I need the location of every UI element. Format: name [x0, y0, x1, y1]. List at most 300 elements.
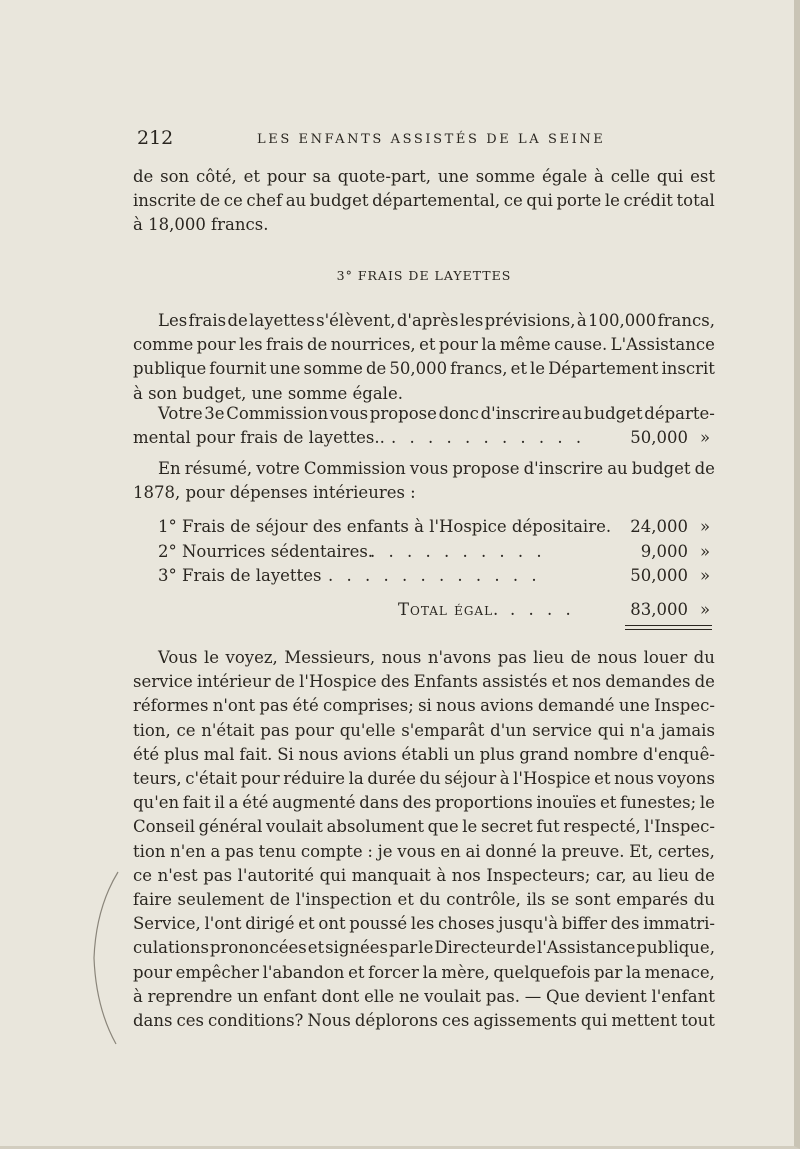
word: nous	[381, 648, 422, 667]
word: réformes	[133, 696, 209, 716]
word: tout	[681, 1011, 715, 1030]
layettes-amount-line	[133, 426, 715, 450]
word: 50,000	[389, 359, 448, 379]
word: signées	[325, 938, 389, 958]
word: ce	[133, 865, 153, 885]
text-line	[133, 791, 715, 815]
word: dans	[133, 1011, 173, 1030]
text-line	[133, 961, 715, 985]
word: immatri-	[643, 914, 715, 934]
word: voulait	[266, 817, 323, 837]
word: faire	[133, 890, 172, 909]
word: une	[269, 359, 301, 379]
word: nombre	[573, 744, 639, 764]
word: inscrite	[133, 191, 197, 211]
word: et	[551, 672, 568, 692]
word: Que	[546, 986, 580, 1006]
word: d'inscrire	[480, 404, 561, 423]
word: sa	[312, 167, 331, 186]
word: frais	[265, 335, 304, 355]
text-line	[133, 912, 715, 936]
word: teurs,	[133, 769, 182, 788]
word: francs,	[657, 311, 715, 330]
text-line	[133, 815, 715, 839]
word: se	[551, 890, 570, 909]
word: comme	[133, 335, 194, 355]
row-label: 2° Nourrices sédentaires.	[158, 542, 374, 561]
word: compte	[300, 841, 363, 861]
word: et	[397, 890, 414, 909]
word: pour	[266, 167, 306, 186]
word: et	[419, 335, 436, 355]
word: nourrices,	[330, 335, 416, 355]
word: donné	[485, 841, 537, 861]
word: la	[541, 841, 557, 861]
text-line	[133, 333, 715, 357]
text-line	[133, 165, 715, 189]
word: de	[274, 672, 296, 692]
text-line	[133, 767, 715, 791]
word: qui	[597, 720, 625, 740]
word: pour	[294, 720, 334, 740]
word: Conseil	[133, 817, 195, 837]
word: pas	[497, 648, 527, 667]
word: 1878, pour dépenses intérieures :	[133, 483, 416, 503]
text-line	[158, 309, 715, 333]
word: résumé,	[184, 459, 253, 478]
word: proportions	[434, 793, 533, 813]
word: crédit	[623, 191, 673, 211]
word: et	[600, 793, 617, 813]
word: secret	[480, 817, 533, 837]
word: voyons	[657, 769, 715, 788]
word: nos	[451, 865, 481, 885]
total-label: Total égal.	[398, 600, 500, 619]
word: des	[610, 914, 640, 934]
layettes-line-amount: 50,000	[630, 428, 688, 447]
word: propose	[369, 404, 437, 423]
word: les	[410, 914, 435, 934]
word: qui	[319, 865, 347, 885]
word: du	[693, 648, 715, 667]
word: de	[227, 311, 248, 330]
word: culations	[133, 938, 209, 958]
word: biffer	[561, 914, 607, 934]
word: n'a	[629, 720, 655, 740]
word: à	[594, 167, 604, 186]
word: départe-	[644, 404, 715, 423]
text-line	[133, 670, 715, 694]
word: funestes;	[620, 793, 697, 813]
word: seulement	[177, 890, 265, 909]
word: du	[693, 890, 715, 909]
word: ne	[398, 986, 420, 1006]
word: d'un	[490, 720, 527, 740]
word: le	[530, 359, 546, 379]
word: de	[694, 672, 715, 692]
word: pas	[260, 720, 290, 740]
text-line	[158, 402, 715, 426]
word: Si	[277, 744, 294, 764]
word: le	[604, 191, 620, 211]
word: prononcées	[209, 938, 307, 958]
word: En	[158, 459, 181, 478]
word: Commission	[303, 459, 406, 478]
word: pas.	[485, 986, 520, 1006]
word: forcer	[368, 962, 419, 982]
word: agissements	[473, 1011, 577, 1030]
word: elle	[364, 986, 395, 1006]
word: jusqu'à	[498, 914, 559, 934]
word: mère,	[441, 962, 490, 982]
word: devient	[584, 986, 647, 1006]
text-line	[133, 840, 715, 864]
word: dont	[321, 986, 360, 1006]
text-line	[133, 743, 715, 767]
table-row	[158, 540, 715, 564]
word: ce	[503, 191, 523, 211]
word: ont	[318, 914, 346, 934]
word: Nous	[307, 1011, 351, 1030]
word: prévisions,	[484, 311, 576, 330]
word: inouïes	[536, 793, 597, 813]
layettes-line-unit: »	[700, 428, 711, 447]
word: Les	[158, 311, 188, 330]
word: plus	[163, 744, 199, 764]
word: s'élèvent,	[316, 311, 396, 330]
text-line	[133, 719, 715, 743]
word: à	[576, 311, 587, 330]
word: qu'en	[133, 793, 180, 813]
word: quelquefois	[493, 962, 591, 982]
word: au	[285, 191, 307, 211]
word: comprises;	[323, 696, 414, 716]
text-line	[133, 936, 715, 960]
word: ces	[176, 1011, 204, 1030]
word: tenu	[258, 841, 297, 861]
leader-dots: . . . . . . . . . . . .	[328, 566, 541, 585]
word: de	[199, 191, 221, 211]
word: manquait	[351, 865, 431, 885]
word: emparés	[616, 890, 689, 909]
word: l'Inspec-	[644, 817, 715, 837]
word: pour	[438, 335, 478, 355]
row-label: 1° Frais de séjour des enfants à l'Hospice dépositaire.	[158, 517, 612, 536]
word: même	[499, 335, 551, 355]
word: fournit	[209, 359, 267, 379]
word: de	[306, 335, 328, 355]
word: pour	[240, 769, 280, 788]
word: jamais	[660, 720, 715, 740]
word: qui	[580, 1011, 608, 1030]
word: à	[499, 769, 510, 788]
word: lieu	[658, 865, 690, 885]
word: établi	[401, 744, 449, 764]
row-unit: »	[700, 566, 711, 585]
word: dans	[359, 793, 399, 813]
word: propose	[452, 459, 520, 478]
word: certes,	[657, 841, 715, 861]
word: nous	[597, 648, 638, 667]
word: général	[198, 817, 263, 837]
word: qui	[656, 167, 684, 186]
word: vous	[329, 404, 369, 423]
word: Inspec-	[654, 696, 715, 716]
word: plus	[479, 744, 515, 764]
word: de	[269, 890, 290, 909]
pencil-margin-bracket	[88, 868, 128, 1048]
word: est	[690, 167, 715, 186]
total-unit: »	[700, 600, 711, 619]
word: la	[625, 962, 642, 982]
word: pas	[259, 696, 289, 716]
word: une	[618, 696, 650, 716]
word: n'était	[201, 720, 255, 740]
table-row	[158, 564, 715, 588]
word: l'abandon	[262, 962, 345, 982]
total-rule-bottom	[625, 629, 712, 630]
word: empêcher	[175, 962, 259, 982]
word: s'emparât	[401, 720, 485, 740]
word: mettent	[611, 1011, 678, 1030]
word: nous	[298, 744, 339, 764]
word: Département	[548, 359, 659, 379]
word: budget	[309, 191, 369, 211]
word: du	[419, 890, 441, 909]
word: une	[437, 167, 469, 186]
word: je	[377, 841, 393, 861]
word: voulait	[424, 986, 482, 1006]
word: poussé	[349, 914, 408, 934]
word: c'était	[185, 769, 238, 788]
word: avions	[480, 696, 534, 716]
row-unit: »	[700, 542, 711, 561]
word: par	[594, 962, 623, 982]
word: de	[133, 167, 154, 186]
word: le	[418, 938, 434, 958]
word: a	[228, 793, 239, 813]
text-line	[133, 481, 715, 505]
word: et	[243, 167, 261, 186]
word: preuve.	[561, 841, 625, 861]
word: été	[242, 793, 269, 813]
word: et	[594, 769, 611, 788]
word: 100,000	[588, 311, 657, 330]
word: en	[440, 841, 461, 861]
word: l'Hospice	[299, 672, 377, 692]
word: pour	[196, 335, 236, 355]
word: et	[298, 914, 315, 934]
word: à	[436, 865, 447, 885]
word: ce	[176, 720, 196, 740]
word: vous	[409, 459, 449, 478]
word: l'enfant	[651, 986, 715, 1006]
text-line	[133, 213, 715, 237]
word: ils	[526, 890, 546, 909]
word: la	[422, 962, 438, 982]
text-line	[133, 985, 715, 1009]
word: qu'elle	[339, 720, 396, 740]
word: et	[307, 938, 325, 958]
total-amount: 83,000	[630, 600, 688, 619]
word: au	[607, 459, 628, 478]
row-amount: 9,000	[640, 542, 688, 561]
word: fut	[536, 817, 560, 837]
word: demandes	[605, 672, 691, 692]
word: donc	[438, 404, 479, 423]
word: déplorons	[354, 1011, 438, 1030]
word: vous	[397, 841, 436, 861]
word: l'ont	[204, 914, 242, 934]
word: francs,	[450, 359, 508, 379]
word: grand	[519, 744, 569, 764]
leader-dots: . . . . . . . . . . .	[391, 428, 586, 447]
word: de	[694, 865, 715, 885]
word: à	[133, 986, 143, 1006]
word: nos	[572, 672, 602, 692]
word: été	[292, 696, 319, 716]
word: enfant	[263, 986, 317, 1006]
word: réduire	[283, 769, 346, 788]
word: l'Assistance	[536, 938, 636, 958]
word: augmenté	[272, 793, 356, 813]
word: publique	[133, 359, 207, 379]
word: inscrit	[661, 359, 715, 379]
word: voyez,	[225, 648, 278, 667]
word: et	[348, 962, 365, 982]
page-number: 212	[137, 127, 174, 149]
word: les	[239, 335, 263, 355]
running-title: LES ENFANTS ASSISTÉS DE LA SEINE	[257, 132, 606, 147]
word: la	[348, 769, 364, 788]
word: son	[160, 167, 190, 186]
word: un	[453, 744, 475, 764]
text-line	[133, 864, 715, 888]
word: le	[203, 648, 219, 667]
word: il	[214, 793, 225, 813]
word: ce	[223, 191, 243, 211]
word: que	[427, 817, 459, 837]
text-line	[133, 694, 715, 718]
word: nous	[614, 769, 654, 788]
word: quote-part,	[337, 167, 432, 186]
word: été	[133, 744, 160, 764]
word: Commission	[226, 404, 329, 423]
word: pas	[203, 865, 233, 885]
total-row	[158, 598, 715, 622]
word: durée	[367, 769, 416, 788]
word: total	[676, 191, 715, 211]
word: de	[365, 359, 387, 379]
word: Vous	[158, 648, 198, 667]
word: de	[515, 938, 536, 958]
word: au	[561, 404, 583, 423]
word: lieu	[533, 648, 565, 667]
word: nous	[436, 696, 476, 716]
row-amount: 50,000	[630, 566, 688, 585]
word: respecté,	[563, 817, 641, 837]
word: votre	[256, 459, 300, 478]
word: des	[380, 672, 410, 692]
word: menace,	[644, 962, 715, 982]
word: Inspecteurs;	[486, 865, 591, 885]
word: à 18,000 francs.	[133, 215, 269, 235]
text-line	[133, 888, 715, 912]
word: départemental,	[372, 191, 501, 211]
word: budget	[583, 404, 643, 423]
word: si	[418, 696, 432, 716]
section-title: 3° FRAIS DE LAYETTES	[336, 268, 512, 283]
word: le	[699, 793, 715, 813]
word: n'avons	[427, 648, 492, 667]
word: d'après	[396, 311, 459, 330]
word: louer	[643, 648, 688, 667]
row-amount: 24,000	[630, 517, 688, 536]
word: porte	[556, 191, 602, 211]
word: a	[210, 841, 221, 861]
text-line	[158, 457, 715, 481]
word: n'est	[157, 865, 198, 885]
word: Et,	[629, 841, 654, 861]
word: n'ont	[212, 696, 256, 716]
word: la	[481, 335, 497, 355]
word: 3e	[204, 404, 225, 423]
word: service	[133, 672, 193, 692]
word: intérieur	[196, 672, 271, 692]
word: absolument	[326, 817, 424, 837]
word: tion,	[133, 720, 171, 740]
word: Messieurs,	[284, 648, 376, 667]
word: publique,	[636, 938, 715, 958]
word: l'autorité	[237, 865, 315, 885]
word: tion	[133, 841, 166, 861]
word: les	[459, 311, 484, 330]
text-line	[133, 1009, 715, 1033]
word: Enfants	[413, 672, 478, 692]
word: avions	[343, 744, 397, 764]
word: n'en	[170, 841, 206, 861]
word: mal	[203, 744, 235, 764]
word: sont	[574, 890, 611, 909]
word: pour	[133, 962, 173, 982]
leader-dots: . . . . . . . . . .	[370, 542, 546, 561]
word: Votre	[158, 404, 203, 423]
word: somme	[303, 359, 363, 379]
word: demandé	[537, 696, 615, 716]
word: fait	[182, 793, 211, 813]
word: des	[402, 793, 432, 813]
text-line	[158, 646, 715, 670]
word: qui	[526, 191, 553, 211]
word: car,	[596, 865, 627, 885]
word: reprendre	[147, 986, 233, 1006]
word: au	[632, 865, 653, 885]
word: frais	[188, 311, 227, 330]
word: contrôle,	[446, 890, 521, 909]
word: chef	[246, 191, 283, 211]
word: budget	[631, 459, 691, 478]
word: celle	[610, 167, 651, 186]
word: assistés	[482, 672, 548, 692]
total-rule-top	[625, 625, 712, 626]
row-label: 3° Frais de layettes	[158, 566, 322, 585]
word: d'inscrire	[523, 459, 604, 478]
text-line	[133, 189, 715, 213]
word: du	[419, 769, 441, 788]
word: l'inspection	[295, 890, 392, 909]
word: l'Hospice	[513, 769, 591, 788]
word: côté,	[195, 167, 237, 186]
